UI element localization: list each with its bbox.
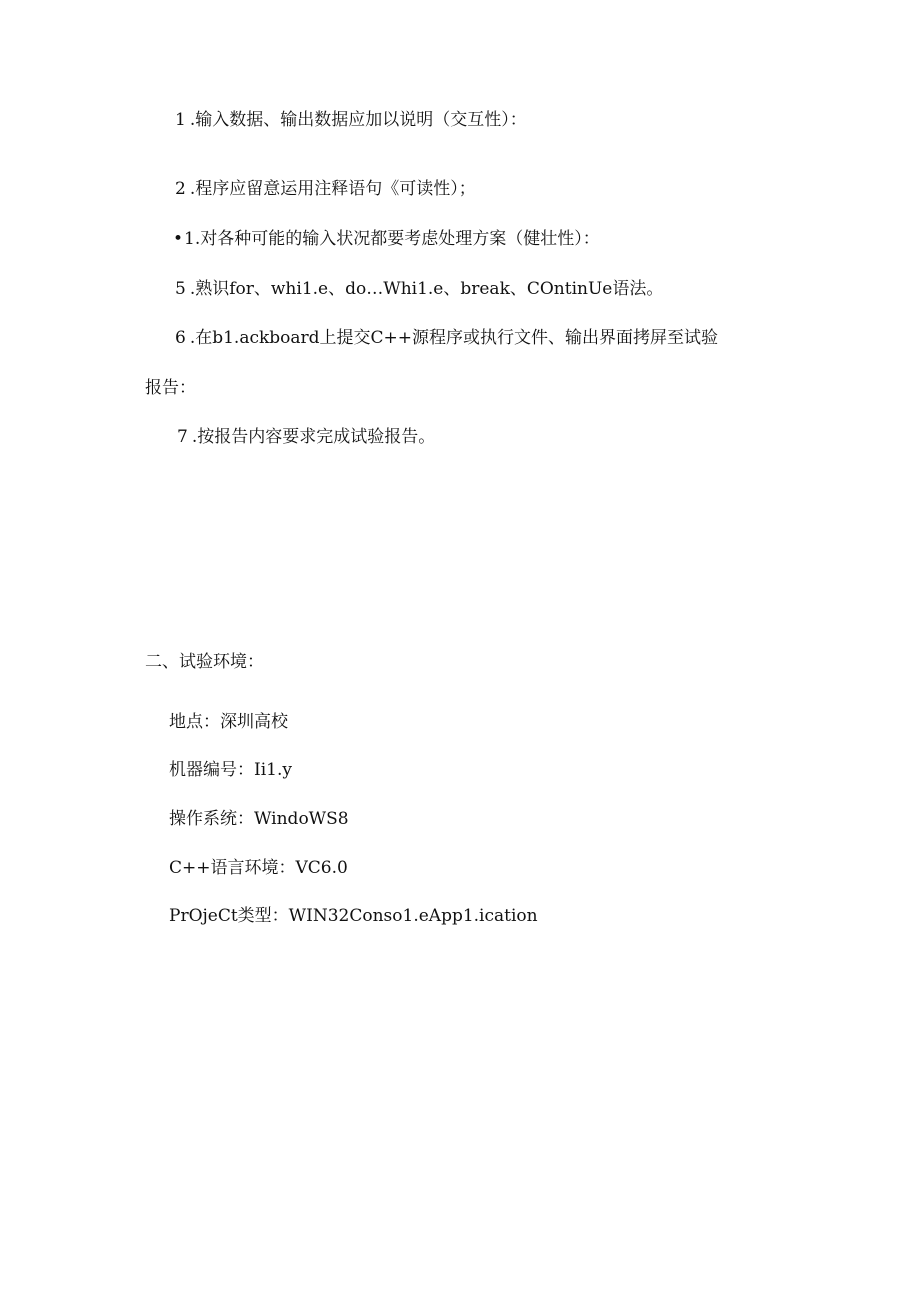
item-text: .按报告内容要求完成试验报告。 — [191, 427, 436, 447]
environment-machine-number: 机器编号：Ii1.y — [169, 760, 292, 780]
item-number: 6 — [175, 328, 186, 348]
section-heading: 二、试验环境： — [145, 652, 264, 672]
item-text: .在b1.ackboard上提交C++源程序或执行文件、输出界面拷屏至试验 — [189, 328, 719, 348]
requirement-item-3 — [173, 231, 600, 248]
bullet-marker: • — [173, 229, 184, 249]
item-text: 1.对各种可能的输入状况都要考虑处理方案（健壮性）： — [184, 229, 600, 249]
item-number: 5 — [175, 279, 186, 299]
item-number: 2 — [175, 179, 186, 199]
item-number: 7 — [177, 427, 188, 447]
environment-location: 地点：深圳高校 — [169, 712, 288, 732]
item-text: .输入数据、输出数据应加以说明（交互性）： — [189, 110, 527, 130]
item-text: .程序应留意运用注释语句《可读性）； — [189, 179, 476, 199]
requirement-item-5 — [175, 281, 663, 298]
requirement-item-6-continuation: 报告： — [145, 378, 196, 398]
environment-operating-system: 操作系统：WindoWS8 — [169, 809, 349, 829]
requirement-item-1 — [175, 112, 527, 129]
environment-language: C++语言环境：VC6.0 — [169, 858, 348, 878]
item-text: .熟识for、whi1.e、do…Whi1.e、break、COntinUe语法。 — [189, 279, 664, 299]
requirement-item-2 — [175, 181, 476, 198]
requirement-item-6 — [175, 330, 718, 347]
requirement-item-7 — [177, 429, 435, 446]
item-number: 1 — [175, 110, 186, 130]
environment-project-type: PrOjeCt类型：WIN32Conso1.eApp1.ication — [169, 906, 538, 926]
